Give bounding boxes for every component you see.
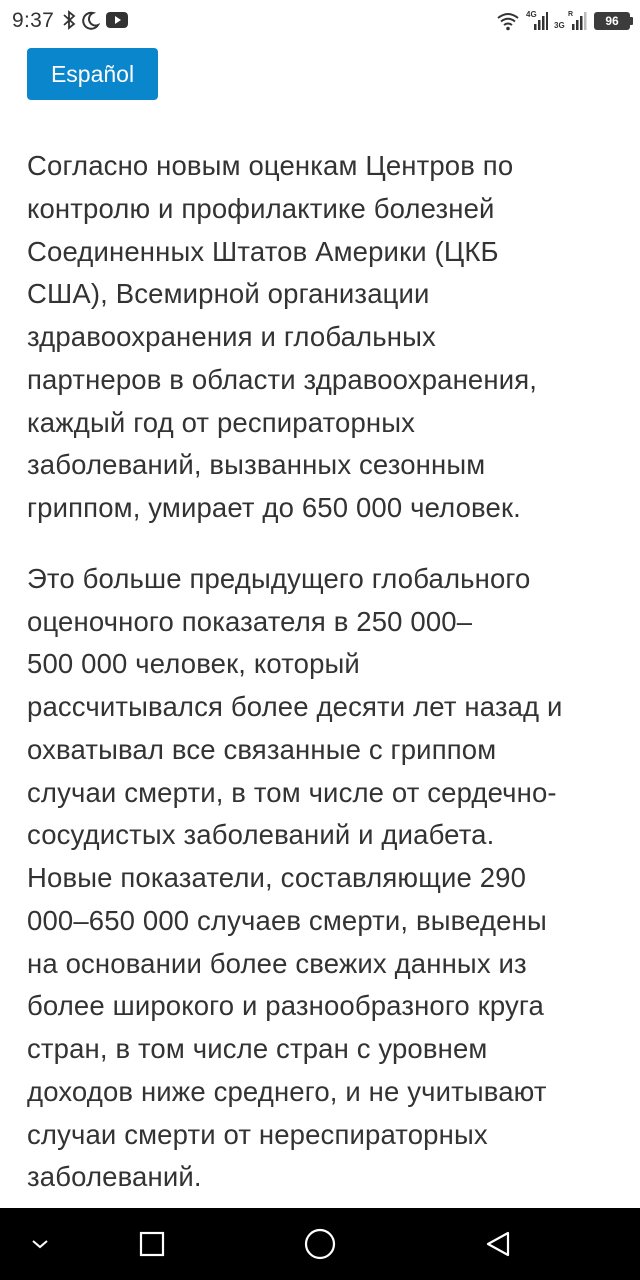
text-line: заболеваний, вызванных сезонным (27, 449, 486, 481)
text-line: Новые показатели, составляющие 290 (27, 862, 527, 893)
battery-icon (594, 12, 630, 30)
nav-recents-button[interactable] (134, 1226, 170, 1262)
recents-square-icon (139, 1231, 165, 1257)
text-line: контролю и профилактике болезней (27, 192, 495, 224)
text-line: стран, в том числе стран с уровнем (27, 1033, 488, 1064)
text-line: каждый год от респираторных (27, 406, 416, 438)
nav-home-button[interactable] (302, 1226, 338, 1262)
wifi-icon (496, 11, 520, 31)
article-paragraph-2 (27, 558, 627, 1199)
youtube-icon (106, 11, 128, 29)
text-line: доходов ниже среднего, и не учитывают (27, 1075, 547, 1107)
text-line: на основании более свежих данных из (27, 947, 527, 979)
signal-3g (554, 10, 588, 32)
status-time: 9:37 (12, 9, 55, 32)
text-line: рассчитывался более десяти лет назад и (27, 691, 563, 722)
nav-back-button[interactable] (480, 1226, 516, 1262)
text-line: Это больше предыдущего глобального (27, 562, 531, 594)
network-label-3g: 3G (554, 21, 565, 30)
text-line: здравоохранения и глобальных (27, 321, 436, 352)
article-body (27, 145, 627, 1227)
home-circle-icon (304, 1228, 336, 1260)
text-line: сосудистых заболеваний и диабета. (27, 819, 495, 851)
status-left-icons (62, 10, 128, 30)
signal-4g (526, 10, 548, 32)
back-triangle-icon (484, 1230, 512, 1258)
status-right-icons (496, 10, 630, 32)
text-line: оценочного показателя в 250 000– (27, 605, 473, 637)
text-line: заболеваний. (27, 1161, 202, 1193)
text-line: 000–650 000 случаев смерти, выведены (27, 904, 547, 936)
roaming-label: R (568, 11, 574, 18)
text-line: более широкого и разнообразного круга (27, 990, 544, 1022)
bluetooth-icon (62, 10, 76, 30)
battery-level: 96 (605, 14, 619, 28)
navigation-bar (0, 1208, 640, 1280)
text-line: случаи смерти от нереспираторных (27, 1118, 488, 1150)
text-line: США), Всемирной организации (27, 278, 430, 310)
text-line: охватывал все связанные с гриппом (27, 733, 497, 765)
text-line: 500 000 человек, который (27, 648, 360, 680)
nav-collapse-button[interactable] (22, 1226, 58, 1262)
text-line: гриппом, умирает до 650 000 человек. (27, 492, 521, 523)
article-paragraph-1 (27, 145, 627, 530)
text-line: Согласно новым оценкам Центров по (27, 150, 514, 181)
network-label-4g: 4G (526, 10, 537, 19)
chevron-down-icon (28, 1232, 52, 1256)
text-line: Соединенных Штатов Америки (ЦКБ (27, 235, 499, 267)
signal-icon (526, 10, 548, 32)
language-button[interactable]: Español (27, 48, 158, 100)
text-line: партнеров в области здравоохранения, (27, 363, 538, 395)
signal-icon-2 (554, 10, 588, 32)
text-line: случаи смерти, в том числе от сердечно- (27, 776, 557, 808)
status-bar (0, 0, 640, 44)
moon-icon (82, 10, 100, 30)
